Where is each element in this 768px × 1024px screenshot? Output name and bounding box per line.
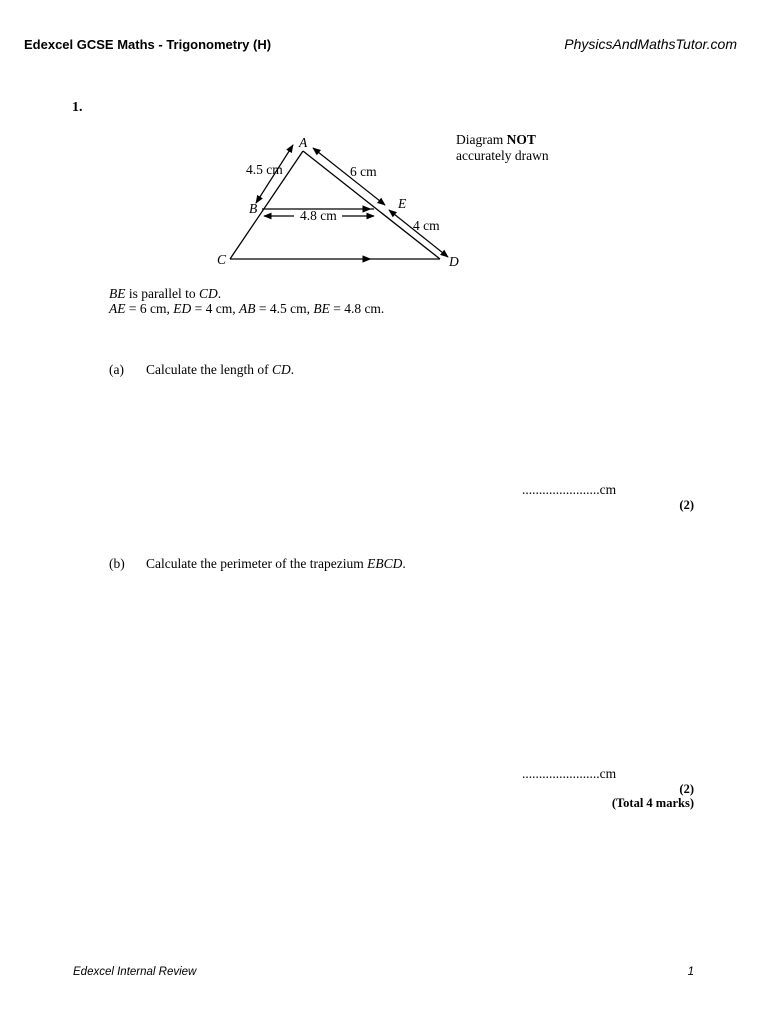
given-seg: = 6 cm, bbox=[125, 301, 174, 316]
page-number: 1 bbox=[687, 966, 694, 978]
part-b-letter: (b) bbox=[109, 556, 125, 571]
total-marks: (Total 4 marks) bbox=[611, 796, 694, 810]
given-seg: = 4.8 cm. bbox=[329, 301, 385, 316]
part-b-text-prefix: Calculate the perimeter of the trapezium bbox=[146, 556, 368, 571]
part-a-answer-line[interactable]: .......................cm bbox=[522, 482, 617, 497]
question-number: 1. bbox=[72, 100, 83, 115]
length-label-AB: 4.5 cm bbox=[246, 162, 283, 177]
given-seg: BE bbox=[313, 301, 330, 316]
given-seg: ED bbox=[173, 301, 192, 316]
diagram-note-line2: accurately drawn bbox=[456, 148, 549, 163]
length-label-ED: 4 cm bbox=[413, 218, 440, 233]
given-seg: AE bbox=[109, 301, 126, 316]
part-b-marks: (2) bbox=[679, 782, 694, 796]
vertex-label-C: C bbox=[217, 252, 227, 267]
diagram-note-prefix: Diagram bbox=[456, 132, 507, 147]
triangle-diagram bbox=[0, 0, 768, 300]
given-line-1 bbox=[109, 286, 384, 301]
part-a-text-prefix: Calculate the length of bbox=[146, 362, 272, 377]
diagram-note-bold: NOT bbox=[506, 132, 536, 147]
footer-source: Edexcel Internal Review bbox=[73, 966, 197, 978]
vertex-label-A: A bbox=[299, 135, 308, 150]
part-a-letter: (a) bbox=[109, 362, 124, 377]
vertex-label-E: E bbox=[398, 196, 407, 211]
part-b-text-italic: EBCD bbox=[367, 556, 403, 571]
given-seg: is parallel to bbox=[125, 286, 199, 301]
given-seg: = 4.5 cm, bbox=[255, 301, 314, 316]
given-seg: CD bbox=[198, 286, 218, 301]
header-title: Edexcel GCSE Maths - Trigonometry (H) bbox=[24, 37, 272, 52]
given-line-2 bbox=[109, 301, 384, 316]
given-info bbox=[109, 286, 384, 316]
part-a-marks: (2) bbox=[679, 498, 694, 512]
part-b-text-suffix: . bbox=[402, 556, 406, 571]
given-seg: = 4 cm, bbox=[191, 301, 239, 316]
given-seg: AB bbox=[238, 301, 256, 316]
part-a-text bbox=[146, 362, 294, 378]
diagram-note bbox=[456, 132, 549, 164]
length-label-BE: 4.8 cm bbox=[300, 208, 337, 223]
vertex-label-D: D bbox=[449, 254, 459, 269]
vertex-label-B: B bbox=[249, 201, 258, 216]
length-label-AE: 6 cm bbox=[350, 164, 377, 179]
given-seg: BE bbox=[109, 286, 126, 301]
part-a-text-suffix: . bbox=[290, 362, 295, 377]
header-site: PhysicsAndMathsTutor.com bbox=[564, 36, 737, 52]
given-seg: . bbox=[217, 286, 222, 301]
part-b-text bbox=[146, 556, 406, 572]
part-b-answer-line[interactable]: .......................cm bbox=[522, 766, 617, 781]
part-a-text-italic: CD bbox=[271, 362, 291, 377]
